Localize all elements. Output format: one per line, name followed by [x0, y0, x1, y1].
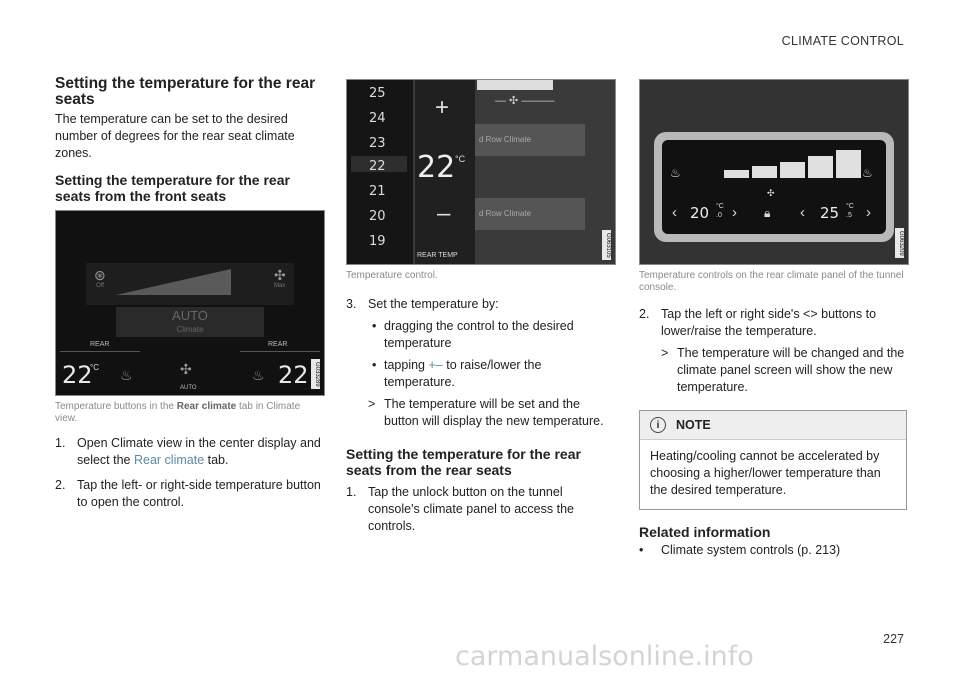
result-item	[639, 345, 907, 396]
fan-icon: — ✣ ———	[495, 95, 555, 107]
lock-icon: 🔒︎	[764, 206, 771, 220]
seat-heat-right-icon: ♨	[252, 367, 265, 383]
rear-right-label: REAR	[268, 341, 288, 348]
step-text: Tap the left- or right-side temperature button to open the control.	[77, 478, 321, 509]
bullet-text-end: to raise/lower the temperature.	[384, 358, 542, 389]
step-text: Tap the unlock button on the tunnel console's climate panel to access the controls.	[368, 485, 574, 533]
fan-bar	[752, 166, 777, 178]
tab-strip	[477, 80, 553, 90]
rear-left-label: REAR	[90, 341, 110, 348]
row-label: d Row Climate	[479, 135, 532, 144]
fan-off-label: Off	[96, 283, 104, 289]
step-item	[346, 484, 614, 535]
unit-label: °C	[455, 154, 466, 164]
minus-icon: –	[437, 200, 451, 227]
note-header	[640, 411, 906, 440]
figure-code: G033289	[311, 359, 320, 389]
watermark: carmanualsonline.info	[455, 641, 754, 672]
scale-value: 19	[369, 234, 386, 249]
fan-bar	[780, 162, 805, 178]
scale-value: 23	[369, 136, 386, 151]
auto-small-label: AUTO	[180, 385, 197, 391]
row-climate-panel-2	[475, 198, 585, 230]
right-temp: 25	[820, 204, 840, 222]
step-text: Set the temperature by:	[368, 297, 499, 311]
fan-icon: ✣	[767, 188, 775, 198]
intro-text: The temperature can be set to the desired number of degrees for the rear seat climate zones.	[55, 112, 295, 160]
step-item	[55, 435, 323, 469]
note-box	[639, 410, 907, 510]
result-text: The temperature will be set and the button will display the new temperature.	[384, 397, 604, 428]
section-header: CLIMATE CONTROL	[781, 34, 904, 48]
auto-climate-button	[116, 307, 264, 337]
rear-climate-panel-figure	[639, 79, 909, 265]
column-3	[639, 79, 907, 559]
caption-text-end: tab in Climate view.	[55, 401, 301, 424]
rear-climate-tab-figure	[55, 210, 325, 396]
bullet-item	[346, 357, 614, 391]
steps-rear-panel	[639, 306, 907, 340]
caption-bold: Rear climate	[176, 401, 237, 412]
scale-value: 22	[369, 159, 386, 174]
right-decrease-icon: ‹	[800, 204, 805, 221]
right-increase-icon: ›	[866, 204, 871, 221]
figure-code: G063105	[602, 230, 611, 260]
left-decrease-icon: ‹	[672, 204, 677, 221]
steps-front	[55, 435, 323, 511]
auto-label: AUTO	[172, 308, 208, 323]
result-item	[346, 396, 614, 430]
left-unit: °C	[90, 363, 99, 372]
step-text: Tap the left or right side's <> buttons to lower/raise the temperature.	[661, 307, 877, 338]
fan-off-icon: ⊛	[94, 267, 106, 283]
selected-temp: 22	[417, 150, 456, 185]
rear-temp-label: REAR TEMP	[417, 252, 458, 259]
left-increase-icon: ›	[732, 204, 737, 221]
step-item	[639, 306, 907, 340]
steps-control	[346, 296, 614, 313]
steps-rear	[346, 484, 614, 535]
fan-icon: ✣	[180, 361, 192, 377]
figure-caption: Temperature controls on the rear climate panel of the tunnel console.	[639, 270, 904, 293]
subsection-title-front: Setting the temperature for the rear seats from the front seats	[55, 172, 290, 204]
left-temp: 20	[690, 204, 710, 222]
rear-left-temp-button: 22	[62, 361, 93, 389]
seat-heat-left-icon: ♨	[670, 166, 681, 180]
left-decimal: .0	[716, 212, 722, 219]
rear-right-temp-button: 22	[278, 361, 309, 389]
fan-max-icon: ✣	[274, 267, 286, 283]
figure-caption	[55, 401, 323, 425]
figure-caption: Temperature control.	[346, 270, 438, 281]
related-link[interactable]	[639, 542, 907, 559]
plus-minus-glyph: +–	[428, 358, 443, 372]
note-body: Heating/cooling cannot be accelerated by choosing a higher/lower temperature than the desired temperature.	[650, 449, 881, 497]
seat-heat-left-icon: ♨	[120, 367, 133, 383]
fan-max-label: Max	[274, 283, 286, 289]
caption-text: Temperature buttons in the	[55, 401, 177, 412]
seat-heat-right-icon: ♨	[862, 166, 873, 180]
fan-ramp	[116, 269, 231, 295]
info-icon: i	[650, 417, 666, 433]
step-item	[55, 477, 323, 511]
related-title: Related information	[639, 524, 771, 540]
fan-bar	[836, 150, 861, 178]
rear-right-line	[240, 351, 320, 352]
scale-value: 25	[369, 86, 386, 101]
scale-value: 24	[369, 111, 386, 126]
step-text: Open Climate view in the center display and select the	[77, 436, 321, 467]
scale-value: 20	[369, 209, 386, 224]
result-glyph: >	[368, 397, 376, 411]
scale-value: 21	[369, 184, 386, 199]
result-glyph: >	[661, 346, 669, 360]
right-unit: °C	[846, 203, 854, 210]
step-highlight: Rear climate	[133, 453, 205, 467]
result-text: The temperature will be changed and the climate panel screen will show the new temperature.	[677, 346, 905, 394]
temperature-control-figure	[346, 79, 616, 265]
right-decimal: .5	[846, 212, 852, 219]
row-label: d Row Climate	[479, 209, 532, 218]
figure-code: G063209	[895, 228, 904, 258]
left-unit: °C	[716, 203, 724, 210]
step-number: 3.	[346, 297, 357, 311]
step-item	[346, 296, 614, 313]
fan-bar	[724, 170, 749, 178]
column-1	[55, 76, 323, 519]
plus-icon: +	[435, 94, 450, 121]
section-title: Setting the temperature for the rear seats	[55, 75, 316, 108]
step-number: 1.	[55, 436, 66, 450]
note-title: NOTE	[676, 418, 711, 432]
auto-sublabel: Climate	[176, 325, 204, 334]
related-link-text[interactable]: Climate system controls (p. 213)	[661, 543, 841, 557]
page-number: 227	[883, 632, 904, 646]
row-climate-panel-1	[475, 124, 585, 156]
step-text-end: tab.	[204, 453, 229, 467]
bullet-item: • dragging the control to the desired temperature	[346, 318, 614, 352]
step-number: 1.	[346, 485, 357, 499]
step-number: 2.	[55, 478, 66, 492]
subsection-title-rear: Setting the temperature for the rear seats from the rear seats	[346, 446, 581, 478]
bullet-text: tapping	[384, 358, 429, 372]
step-number: 2.	[639, 307, 650, 321]
column-2	[346, 79, 614, 543]
rear-left-line	[60, 351, 140, 352]
fan-bar	[808, 156, 833, 178]
